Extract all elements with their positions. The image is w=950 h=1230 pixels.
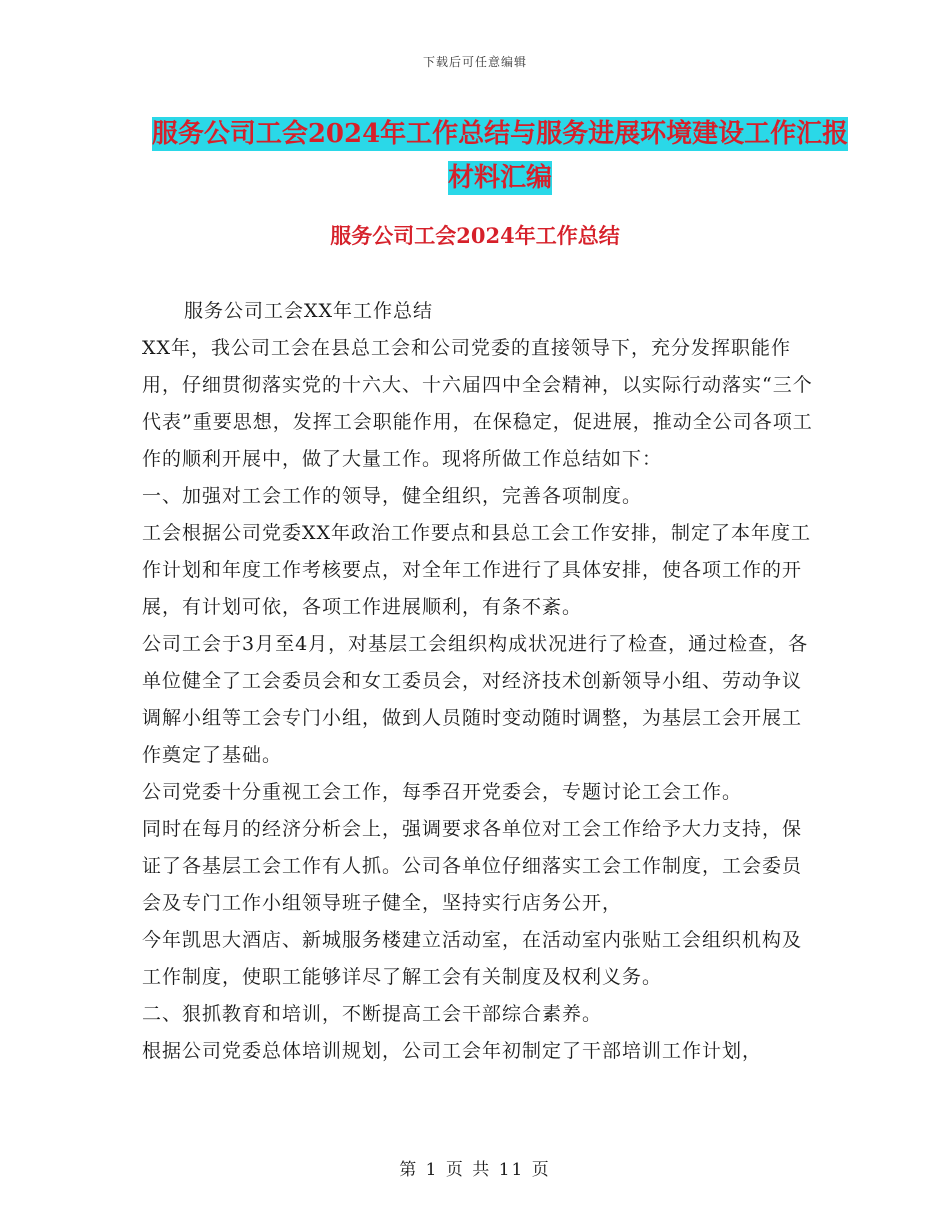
- paragraph: 同时在每月的经济分析会上，强调要求各单位对工会工作给予大力支持，保证了各基层工会工作有人抓。公司各单位仔细落实工会工作制度，工会委员会及专门工作小组领导班子健全，坚持实行店务公开，: [142, 818, 803, 914]
- section-title: 服务公司工会2024年工作总结: [330, 223, 620, 248]
- paragraph: 公司党委十分重视工会工作，每季召开党委会，专题讨论工会工作。: [142, 781, 743, 803]
- page-footer: 第 1 页 共 11 页: [399, 1160, 551, 1180]
- paragraph: 公司工会于3月至4月，对基层工会组织构成状况进行了检查，通过检查，各单位健全了工会委员会和女工委员会，对经济技术创新领导小组、劳动争议调解小组等工会专门小组，做到人员随时变动随时调整，为基层工会开展工作奠定了基础。: [142, 633, 809, 766]
- paragraph-heading: 一、加强对工会工作的领导，健全组织，完善各项制度。: [142, 485, 643, 507]
- document-body: [142, 293, 814, 1070]
- paragraph: 今年凯思大酒店、新城服务楼建立活动室，在活动室内张贴工会组织机构及工作制度，使职工能够详尽了解工会有关制度及权利义务。: [142, 929, 803, 988]
- document-title-text: 服务公司工会2024年工作总结与服务进展环境建设工作汇报材料汇编: [151, 119, 849, 193]
- paragraph: 工会根据公司党委XX年政治工作要点和县总工会工作安排，制定了本年度工作计划和年度工作考核要点，对全年工作进行了具体安排，使各项工作的开展，有计划可依，各项工作进展顺利，有条不紊。: [142, 522, 812, 618]
- document-title: [140, 112, 860, 200]
- paragraph-heading: 二、狠抓教育和培训，不断提高工会干部综合素养。: [142, 1003, 603, 1025]
- header-note: 下载后可任意编辑: [422, 55, 527, 69]
- paragraph: 服务公司工会XX年工作总结: [184, 300, 434, 322]
- paragraph: 根据公司党委总体培训规划，公司工会年初制定了干部培训工作计划，: [142, 1040, 763, 1062]
- paragraph: XX年，我公司工会在县总工会和公司党委的直接领导下，充分发挥职能作用，仔细贯彻落实党的十六大、十六届四中全会精神，以实际行动落实“三个代表”重要思想，发挥工会职能作用，在保稳定，促进展，推动全公司各项工作的顺利开展中，做了大量工作。现将所做工作总结如下：: [142, 337, 813, 470]
